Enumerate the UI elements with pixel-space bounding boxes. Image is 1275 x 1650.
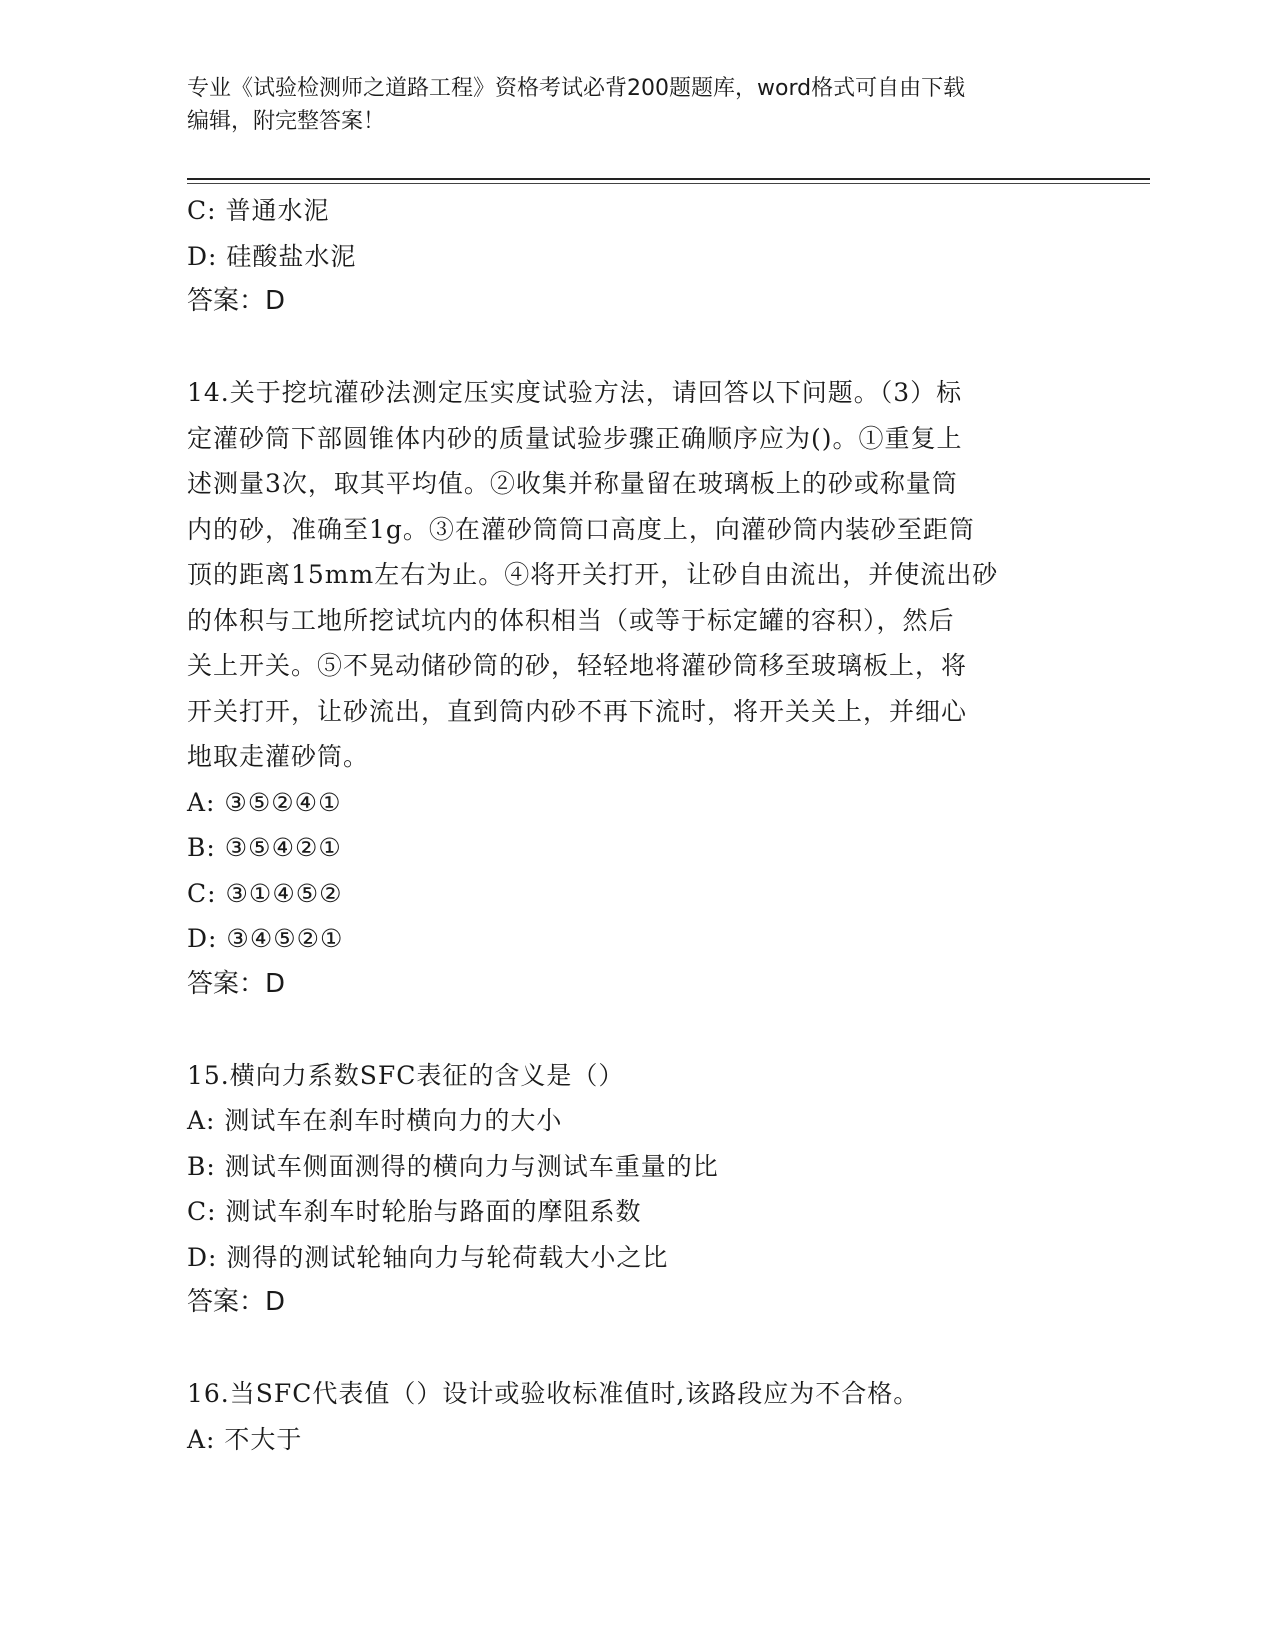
q14-stem-line: 顶的距离15mm左右为止。④将开关打开，让砂自由流出，并使流出砂 xyxy=(187,560,999,589)
q15-option-d: D: 测得的测试轮轴向力与轮荷载大小之比 xyxy=(187,1242,669,1272)
q14-stem-line: 开关打开，让砂流出，直到筒内砂不再下流时，将开关关上，并细心 xyxy=(187,696,968,726)
header-divider-thick xyxy=(187,178,1150,180)
header-title-line-2: 编辑，附完整答案！ xyxy=(187,109,386,134)
header-divider-thin xyxy=(187,183,1150,184)
q14-option-c: C: ③①④⑤② xyxy=(187,878,343,908)
spacer xyxy=(187,325,1067,371)
q15-stem: 15.横向力系数SFC表征的含义是（） xyxy=(187,1060,625,1090)
question-list xyxy=(187,188,1067,1462)
q14-option-d: D: ③④⑤②① xyxy=(187,924,344,953)
q14-stem-line: 定灌砂筒下部圆锥体内砂的质量试验步骤正确顺序应为()。①重复上 xyxy=(187,423,963,453)
document-header xyxy=(187,72,1067,138)
q13-answer: 答案：D xyxy=(187,286,286,316)
header-title-line-1: 专业《试验检测师之道路工程》资格考试必背200题题库，word格式可自由下载 xyxy=(187,76,966,101)
q13-option-d: D: 硅酸盐水泥 xyxy=(187,241,357,271)
question-13 xyxy=(187,188,1067,325)
q15-answer: 答案：D xyxy=(187,1287,286,1317)
question-15 xyxy=(187,1053,1067,1326)
q13-option-c: C: 普通水泥 xyxy=(187,196,330,225)
q14-option-b: B: ③⑤④②① xyxy=(187,833,342,862)
q14-stem-line: 述测量3次，取其平均值。②收集并称量留在玻璃板上的砂或称量筒 xyxy=(187,469,958,498)
q14-stem-line: 地取走灌砂筒。 xyxy=(187,742,370,771)
q14-stem xyxy=(187,370,1067,780)
question-16 xyxy=(187,1371,1067,1462)
q15-option-c: C: 测试车刹车时轮胎与路面的摩阻系数 xyxy=(187,1197,642,1226)
q14-stem-line: 的体积与工地所挖试坑内的体积相当（或等于标定罐的容积），然后 xyxy=(187,605,955,635)
q15-option-a: A: 测试车在刹车时横向力的大小 xyxy=(187,1106,563,1135)
q14-answer: 答案：D xyxy=(187,968,286,999)
q16-stem: 16.当SFC代表值（）设计或验收标准值时,该路段应为不合格。 xyxy=(187,1379,920,1408)
spacer xyxy=(187,1326,1067,1372)
q14-stem-line: 关上开关。⑤不晃动储砂筒的砂，轻轻地将灌砂筒移至玻璃板上，将 xyxy=(187,651,968,680)
spacer xyxy=(187,1007,1067,1053)
q16-option-a: A: 不大于 xyxy=(187,1424,303,1454)
q14-option-a: A: ③⑤②④① xyxy=(187,787,342,817)
question-14 xyxy=(187,370,1067,1007)
q14-stem-line: 内的砂，准确至1g。③在灌砂筒筒口高度上，向灌砂筒内装砂至距筒 xyxy=(187,514,975,544)
q15-option-b: B: 测试车侧面测得的横向力与测试车重量的比 xyxy=(187,1151,719,1181)
q14-stem-line: 14.关于挖坑灌砂法测定压实度试验方法，请回答以下问题。（3）标 xyxy=(187,378,963,407)
